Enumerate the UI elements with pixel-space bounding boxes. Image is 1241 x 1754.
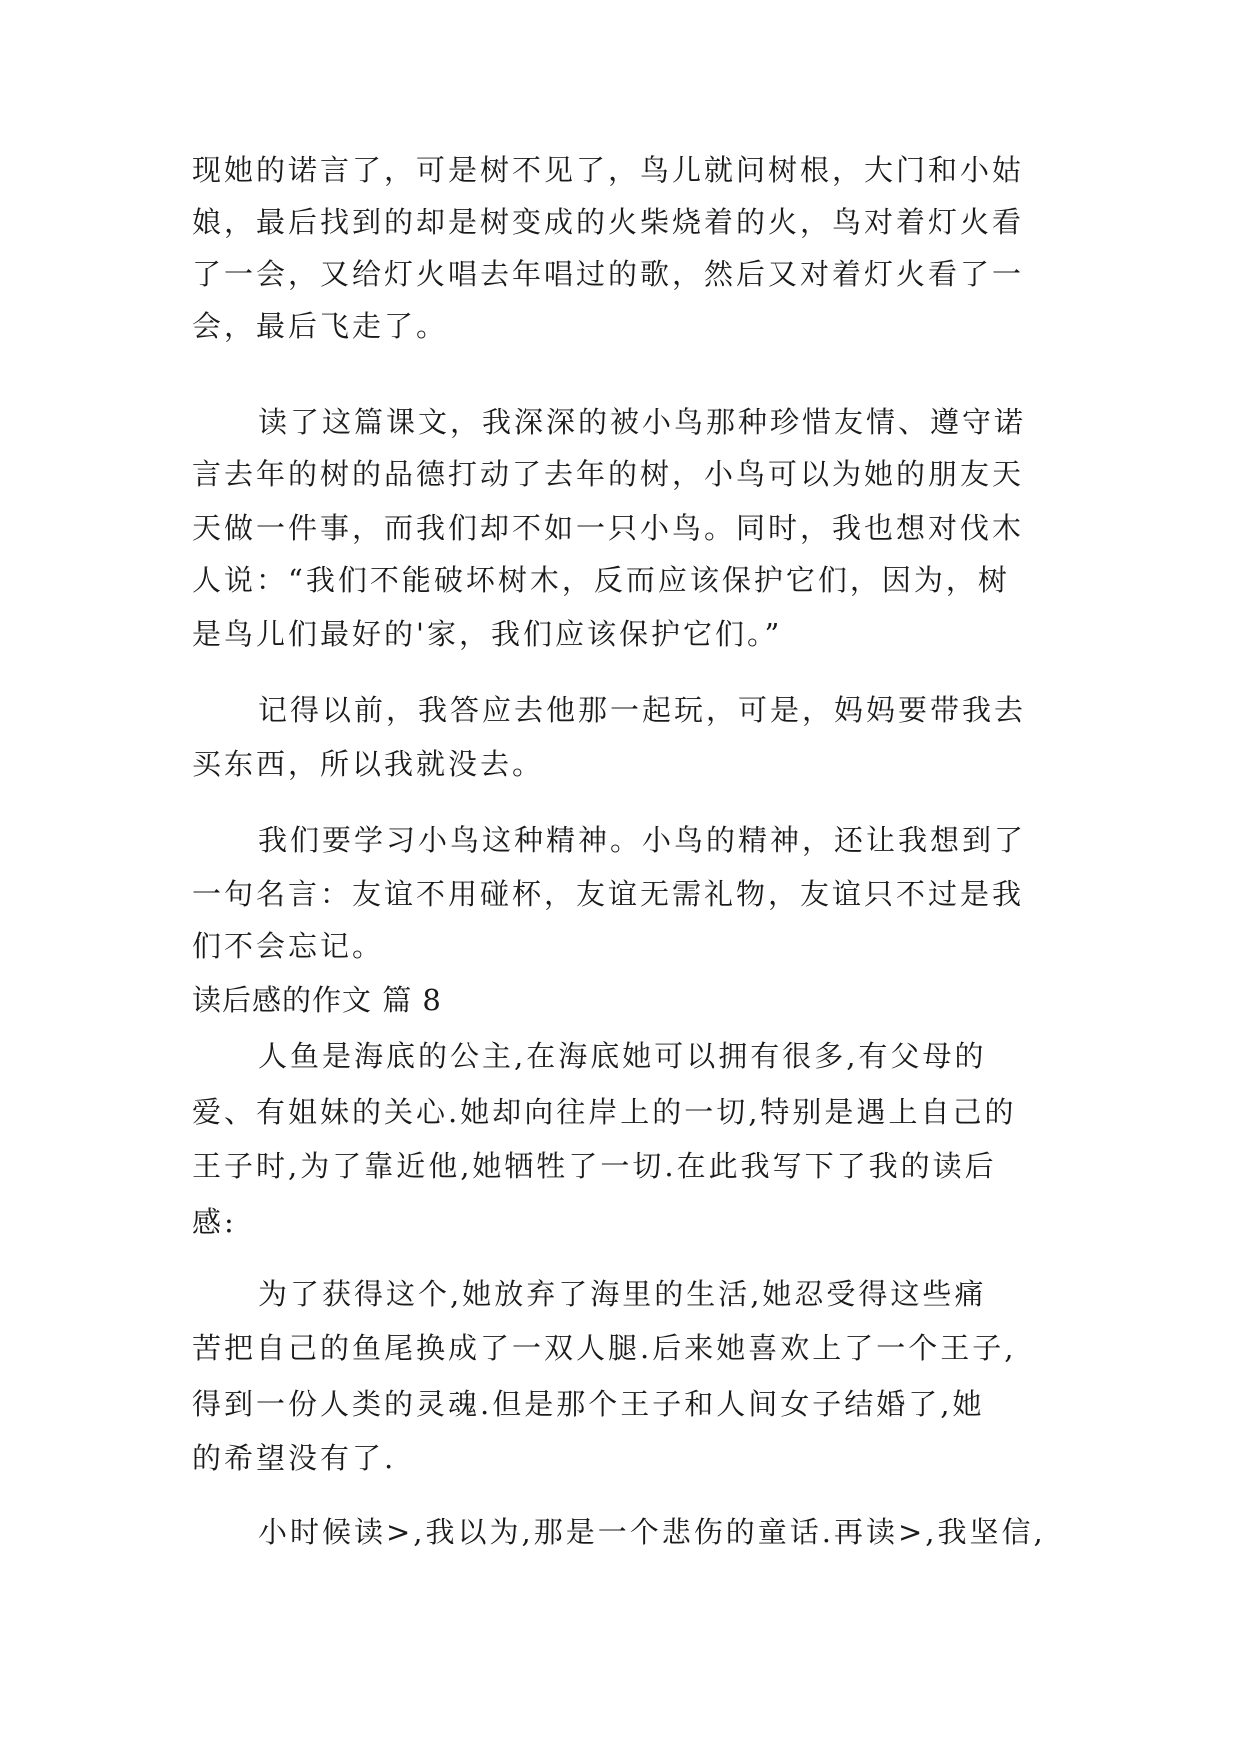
text-line: 人说：“我们不能破坏树木，反而应该保护它们，因为，树 <box>192 563 1010 597</box>
text-line: 读了这篇课文，我深深的被小鸟那种珍惜友情、遵守诺 <box>258 405 1027 439</box>
text-line: 我们要学习小鸟这种精神。小鸟的精神，还让我想到了 <box>258 823 1027 857</box>
text-line: 们不会忘记。 <box>192 929 385 963</box>
text-line: 爱、有姐妹的关心.她却向往岸上的一切,特别是遇上自己的 <box>192 1095 1017 1129</box>
text-line: 感: <box>192 1205 237 1239</box>
text-line: 言去年的树的品德打动了去年的树，小鸟可以为她的朋友天 <box>192 457 1025 491</box>
text-line: 会，最后飞走了。 <box>192 309 449 343</box>
text-line: 苦把自己的鱼尾换成了一双人腿.后来她喜欢上了一个王子, <box>192 1331 1017 1365</box>
text-line: 了一会，又给灯火唱去年唱过的歌，然后又对着灯火看了一 <box>192 257 1025 291</box>
text-line: 现她的诺言了，可是树不见了，鸟儿就问树根，大门和小姑 <box>192 153 1025 187</box>
text-line: 娘，最后找到的却是树变成的火柴烧着的火，鸟对着灯火看 <box>192 205 1025 239</box>
section-heading: 读后感的作文 篇 8 <box>192 983 442 1017</box>
text-line: 得到一份人类的灵魂.但是那个王子和人间女子结婚了,她 <box>192 1387 985 1421</box>
text-line: 小时候读>,我以为,那是一个悲伤的童话.再读>,我坚信, <box>258 1515 1046 1549</box>
text-line: 王子时,为了靠近他,她牺牲了一切.在此我写下了我的读后 <box>192 1149 997 1183</box>
text-line: 一句名言：友谊不用碰杯，友谊无需礼物，友谊只不过是我 <box>192 877 1025 911</box>
text-line: 为了获得这个,她放弃了海里的生活,她忍受得这些痛 <box>258 1277 987 1311</box>
text-line: 是鸟儿们最好的'家，我们应该保护它们。” <box>192 617 783 651</box>
text-line: 记得以前，我答应去他那一起玩，可是，妈妈要带我去 <box>258 693 1027 727</box>
text-line: 人鱼是海底的公主,在海底她可以拥有很多,有父母的 <box>258 1039 987 1073</box>
text-line: 天做一件事，而我们却不如一只小鸟。同时，我也想对伐木 <box>192 511 1025 545</box>
text-line: 的希望没有了. <box>192 1441 397 1475</box>
text-line: 买东西，所以我就没去。 <box>192 747 545 781</box>
